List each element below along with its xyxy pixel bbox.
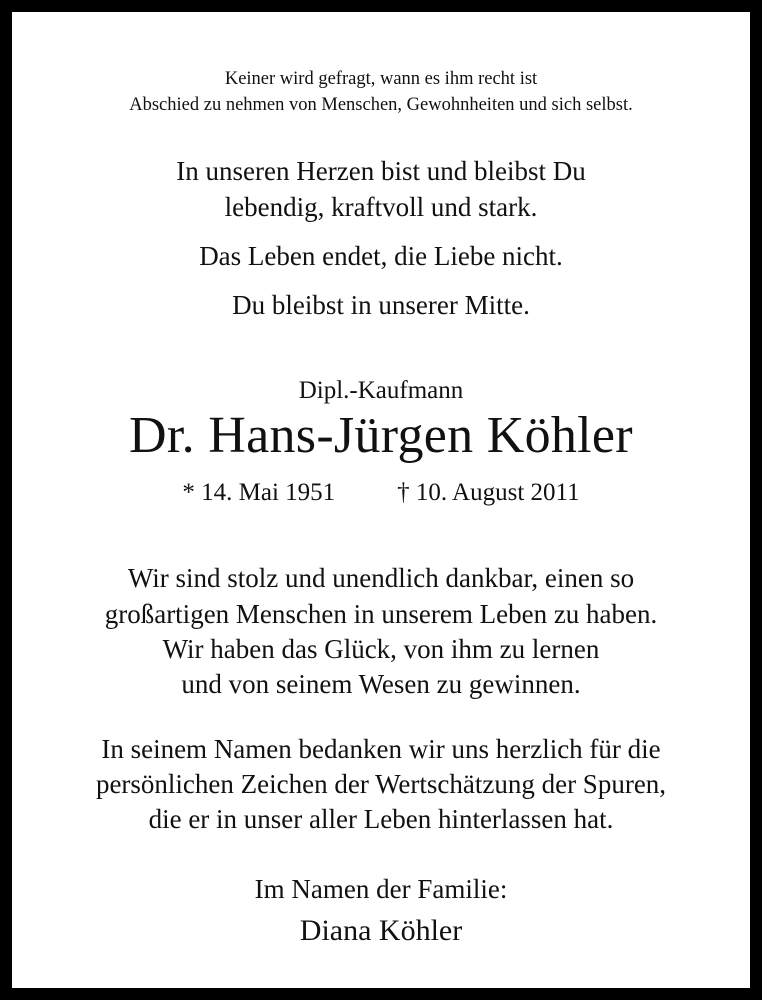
thanks-line-1: In seinem Namen bedanken wir uns herzlich für die (101, 734, 661, 764)
life-dates (24, 480, 738, 505)
deceased-name: Dr. Hans-Jürgen Köhler (129, 407, 633, 464)
signature-name: Diana Köhler (299, 914, 463, 947)
gratitude-line-3: Wir haben das Glück, von ihm zu lernen (162, 634, 600, 664)
motto-line-1: Keiner wird gefragt, wann es ihm recht ist (224, 69, 538, 89)
motto-line-2: Abschied zu nehmen von Menschen, Gewohnheiten und sich selbst. (129, 95, 633, 115)
verse-line-4: Du bleibst in unserer Mitte. (232, 290, 530, 320)
verse-line-3: Das Leben endet, die Liebe nicht. (199, 241, 563, 271)
death-date: † 10. August 2011 (397, 479, 580, 506)
thanks-line-2: persönlichen Zeichen der Wertschätzung der Spuren, (95, 769, 667, 799)
gratitude-line-2: großartigen Menschen in unserem Leben zu haben. (104, 599, 658, 629)
gratitude-line-1: Wir sind stolz und unendlich dankbar, einen so (127, 563, 635, 593)
academic-title: Dipl.-Kaufmann (298, 377, 464, 404)
signature-intro: Im Namen der Familie: (254, 874, 508, 904)
verse-line-2: lebendig, kraftvoll und stark. (224, 192, 538, 222)
thanks-line-3: die er in unser aller Leben hinterlassen hat. (148, 804, 614, 834)
gratitude-line-4: und von seinem Wesen zu gewinnen. (181, 669, 581, 699)
verse-line-1: In unseren Herzen bist und bleibst Du (176, 156, 586, 186)
birth-date: * 14. Mai 1951 (182, 479, 336, 506)
